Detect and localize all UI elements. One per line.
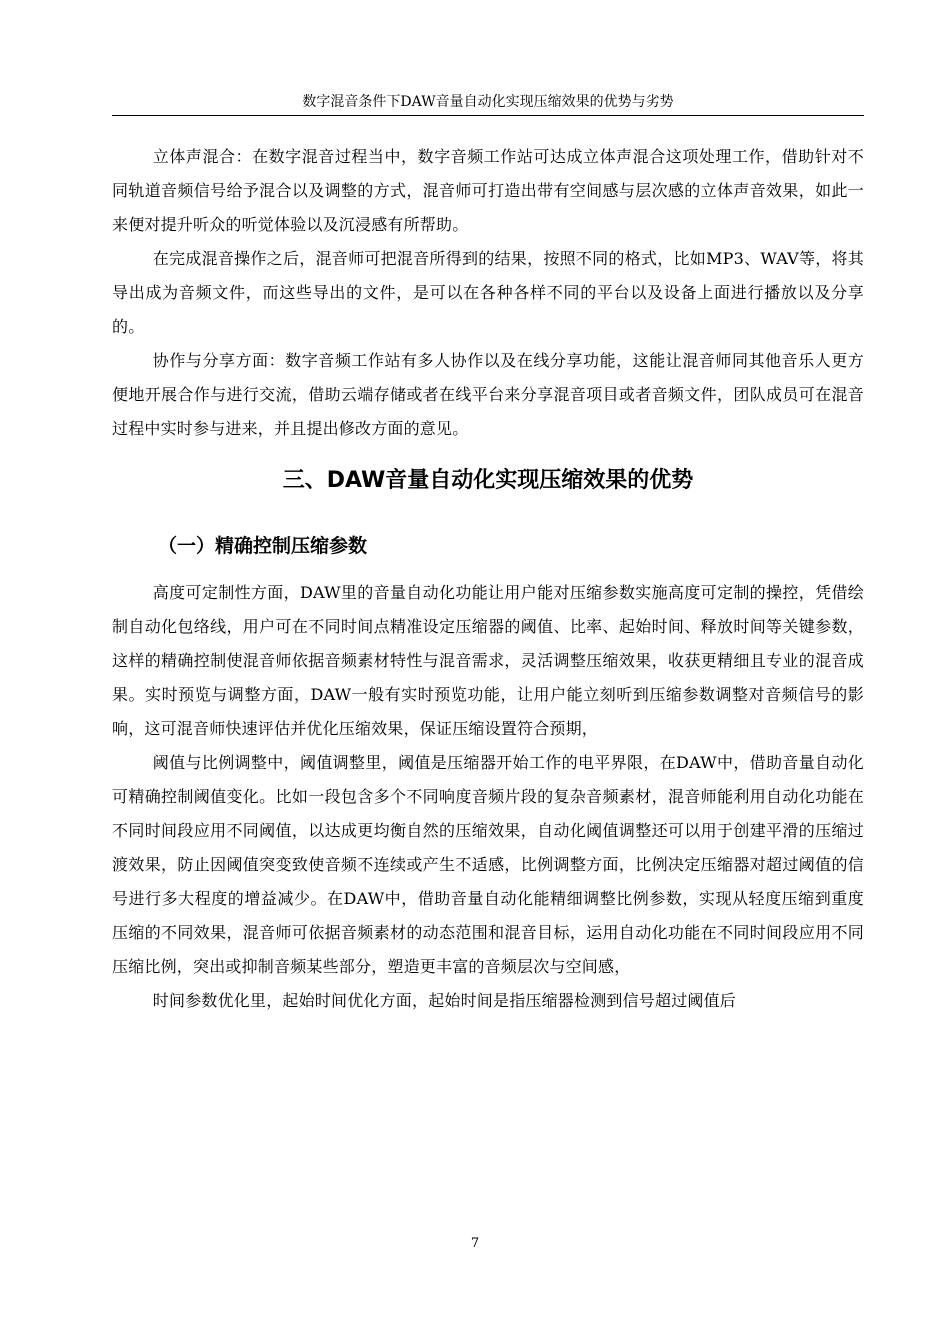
- paragraph-export: 在完成混音操作之后，混音师可把混音所得到的结果，按照不同的格式，比如MP3、WAV等，将其导出成为音频文件，而这些导出的文件，是可以在各种各样不同的平台以及设备上面进行播放以及分享的。: [112, 249, 864, 336]
- paragraph-time-parameters: 时间参数优化里，起始时间优化方面，起始时间是指压缩器检测到信号超过阈值后: [152, 991, 736, 1010]
- body-text: [112, 140, 864, 1018]
- running-header: 数字混音条件下DAW音量自动化实现压缩效果的优势与劣势: [302, 94, 674, 110]
- section-heading: 三、DAW音量自动化实现压缩效果的优势: [282, 468, 694, 493]
- paragraph-collaboration: 协作与分享方面：数字音频工作站有多人协作以及在线分享功能，这能让混音师同其他音乐人更方便地开展合作与进行交流，借助云端存储或者在线平台来分享混音项目或者音频文件，团队成员可在混音过程中实时参与进来，并且提出修改方面的意见。: [112, 351, 864, 438]
- paragraph-stereo-mixing: 立体声混合：在数字混音过程当中，数字音频工作站可达成立体声混合这项处理工作，借助针对不同轨道音频信号给予混合以及调整的方式，混音师可打造出带有空间感与层次感的立体声音效果，如此一来便对提升听众的听觉体验以及沉浸感有所帮助。: [112, 147, 864, 234]
- page-number: 7: [470, 1236, 480, 1251]
- paragraph-customizability: 高度可定制性方面，DAW里的音量自动化功能让用户能对压缩参数实施高度可定制的操控，凭借绘制自动化包络线，用户可在不同时间点精准设定压缩器的阈值、比率、起始时间、释放时间等关键参数，这样的精确控制使混音师依据音频素材特性与混音需求，灵活调整压缩效果，收获更精细且专业的混音成果。实时预览与调整方面，DAW一般有实时预览功能，让用户能立刻听到压缩参数调整对音频信号的影响，这可混音师快速评估并优化压缩效果，保证压缩设置符合预期，: [112, 583, 864, 738]
- subsection-heading: （一）精确控制压缩参数: [158, 535, 368, 557]
- header-divider: [112, 115, 864, 116]
- paragraph-threshold-ratio: 阈值与比例调整中，阈值调整里，阈值是压缩器开始工作的电平界限，在DAW中，借助音量自动化可精确控制阈值变化。比如一段包含多个不同响度音频片段的复杂音频素材，混音师能利用自动化功能在不同时间段应用不同阈值，以达成更均衡自然的压缩效果，自动化阈值调整还可以用于创建平滑的压缩过渡效果，防止因阈值突变致使音频不连续或产生不适感，比例调整方面，比例决定压缩器对超过阈值的信号进行多大程度的增益减少。在DAW中，借助音量自动化能精细调整比例参数，实现从轻度压缩到重度压缩的不同效果，混音师可依据音频素材的动态范围和混音目标，运用自动化功能在不同时间段应用不同压缩比例，突出或抑制音频某些部分，塑造更丰富的音频层次与空间感，: [112, 753, 864, 976]
